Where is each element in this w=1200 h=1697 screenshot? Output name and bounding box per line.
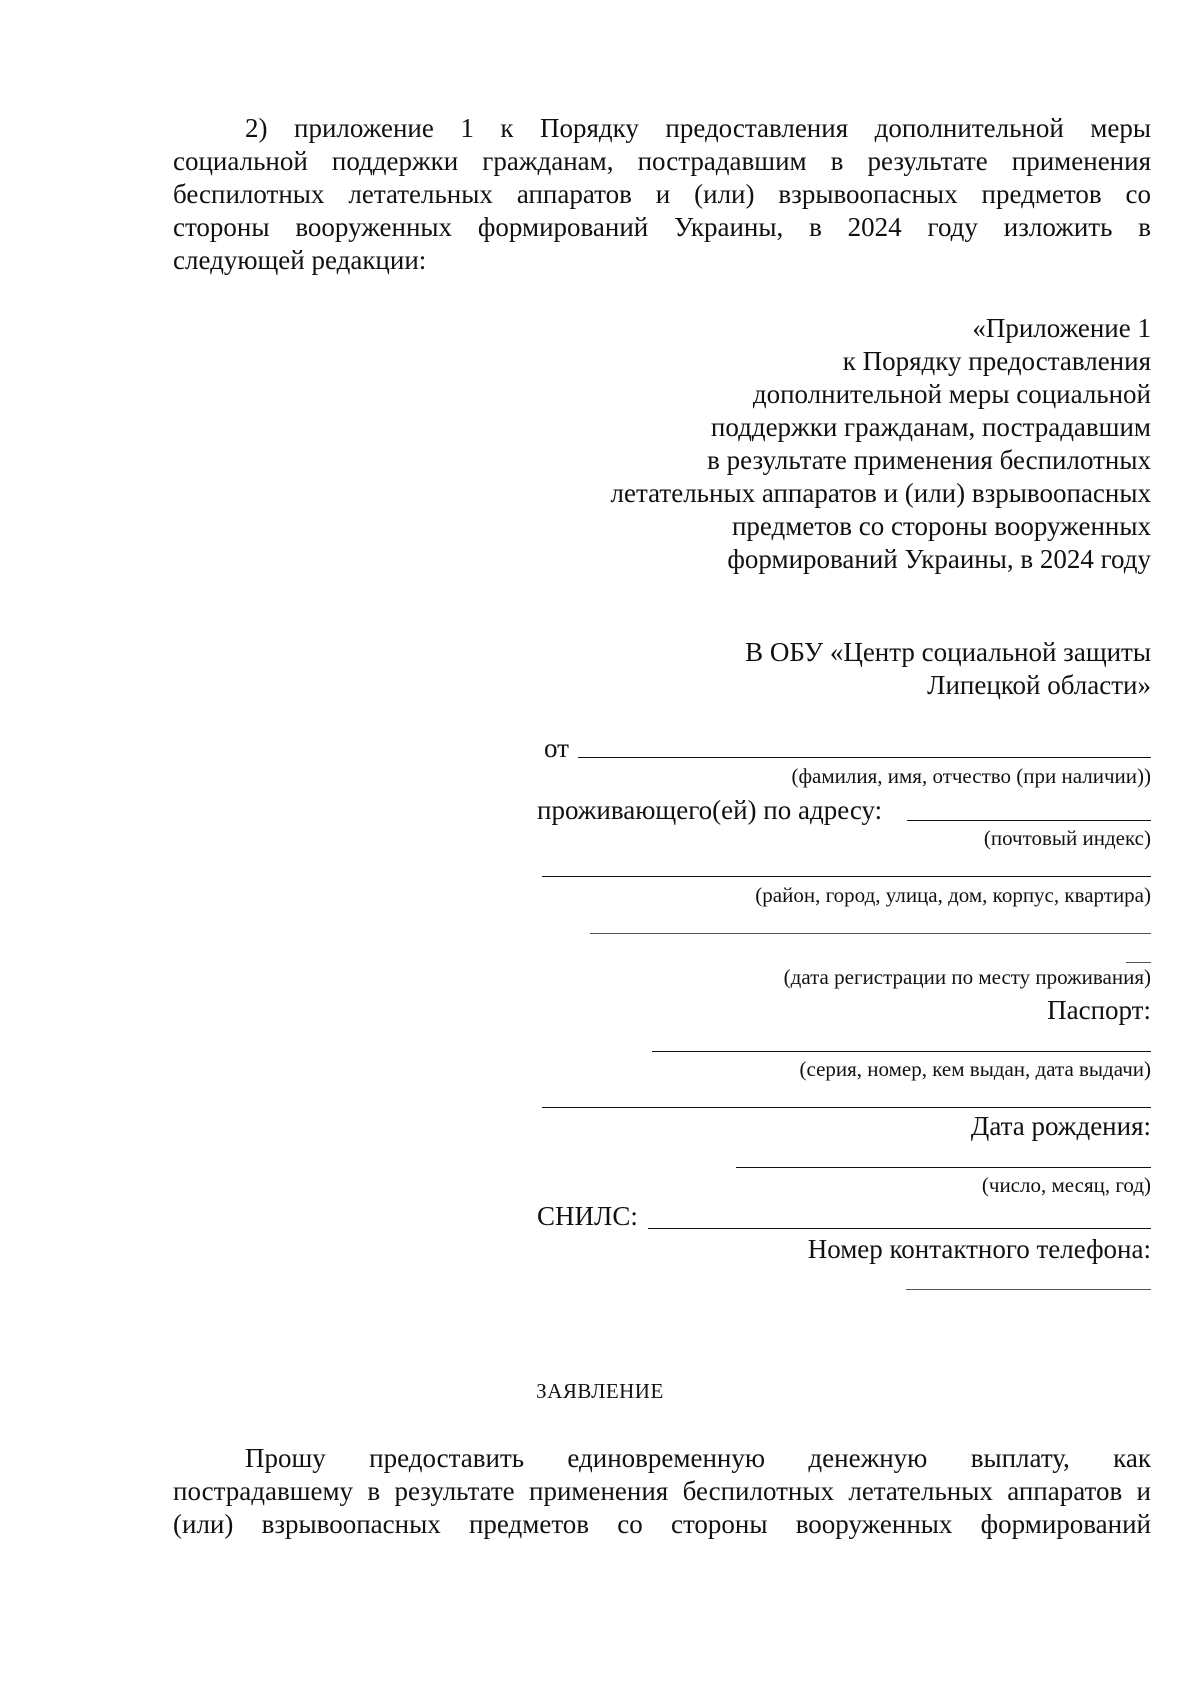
- addressee-line: Липецкой области»: [927, 670, 1151, 700]
- intro-line: следующей редакции:: [173, 245, 427, 275]
- fio-field[interactable]: [578, 757, 1151, 758]
- appendix-line: «Приложение 1: [972, 313, 1151, 343]
- address-hint: (район, город, улица, дом, корпус, квартира): [755, 883, 1151, 907]
- intro-line: социальной поддержки гражданам, пострадавшим в результате применения: [173, 146, 1151, 176]
- phone-field[interactable]: [906, 1289, 1151, 1290]
- fio-hint: (фамилия, имя, отчество (при наличии)): [791, 764, 1151, 788]
- appendix-line: летательных аппаратов и (или) взрывоопасных: [610, 478, 1151, 508]
- intro-paragraph: [173, 112, 1151, 277]
- birthdate-hint: (число, месяц, год): [981, 1173, 1151, 1197]
- appendix-header: [611, 312, 1151, 576]
- statement-line: Прошу предоставить единовременную денежную выплату, как: [245, 1443, 1151, 1473]
- appendix-line: поддержки гражданам, пострадавшим: [710, 412, 1151, 442]
- registration-hint: (дата регистрации по месту проживания): [783, 965, 1151, 989]
- phone-label: Номер контактного телефона:: [807, 1234, 1151, 1264]
- from-label: от: [544, 733, 569, 763]
- addressee-line: В ОБУ «Центр социальной защиты: [745, 637, 1151, 667]
- statement-line: (или) взрывоопасных предметов со стороны вооруженных формирований: [173, 1509, 1151, 1539]
- passport-hint: (серия, номер, кем выдан, дата выдачи): [799, 1057, 1151, 1081]
- appendix-line: к Порядку предоставления: [842, 346, 1151, 376]
- registration-date-field[interactable]: [590, 933, 1151, 934]
- appendix-line: в результате применения беспилотных: [707, 445, 1151, 475]
- snils-label: СНИЛС:: [537, 1201, 638, 1231]
- birthdate-field[interactable]: [736, 1167, 1151, 1168]
- postcode-hint: (почтовый индекс): [983, 826, 1151, 850]
- intro-line: беспилотных летательных аппаратов и (или) взрывоопасных предметов со: [173, 179, 1151, 209]
- birthdate-label: Дата рождения:: [970, 1111, 1151, 1141]
- statement-paragraph: [173, 1442, 1151, 1541]
- statement-line: пострадавшему в результате применения беспилотных летательных аппаратов и: [173, 1476, 1151, 1506]
- appendix-line: формирований Украины, в 2024 году: [727, 544, 1151, 574]
- address-field[interactable]: [542, 876, 1151, 877]
- postcode-field[interactable]: [907, 820, 1151, 821]
- registration-date-field-end: [1126, 962, 1151, 963]
- appendix-line: предметов со стороны вооруженных: [731, 511, 1151, 541]
- intro-line: стороны вооруженных формирований Украины, в 2024 году изложить в: [173, 212, 1151, 242]
- appendix-line: дополнительной меры социальной: [752, 379, 1151, 409]
- intro-line: 2) приложение 1 к Порядку предоставления дополнительной меры: [245, 113, 1151, 143]
- passport-field-continued[interactable]: [542, 1107, 1151, 1108]
- addressee-block: [745, 636, 1151, 702]
- passport-field[interactable]: [652, 1051, 1151, 1052]
- passport-label: Паспорт:: [1047, 995, 1151, 1025]
- residing-label: проживающего(ей) по адресу:: [537, 795, 883, 825]
- statement-title: ЗАЯВЛЕНИЕ: [536, 1379, 664, 1403]
- snils-field[interactable]: [648, 1228, 1151, 1229]
